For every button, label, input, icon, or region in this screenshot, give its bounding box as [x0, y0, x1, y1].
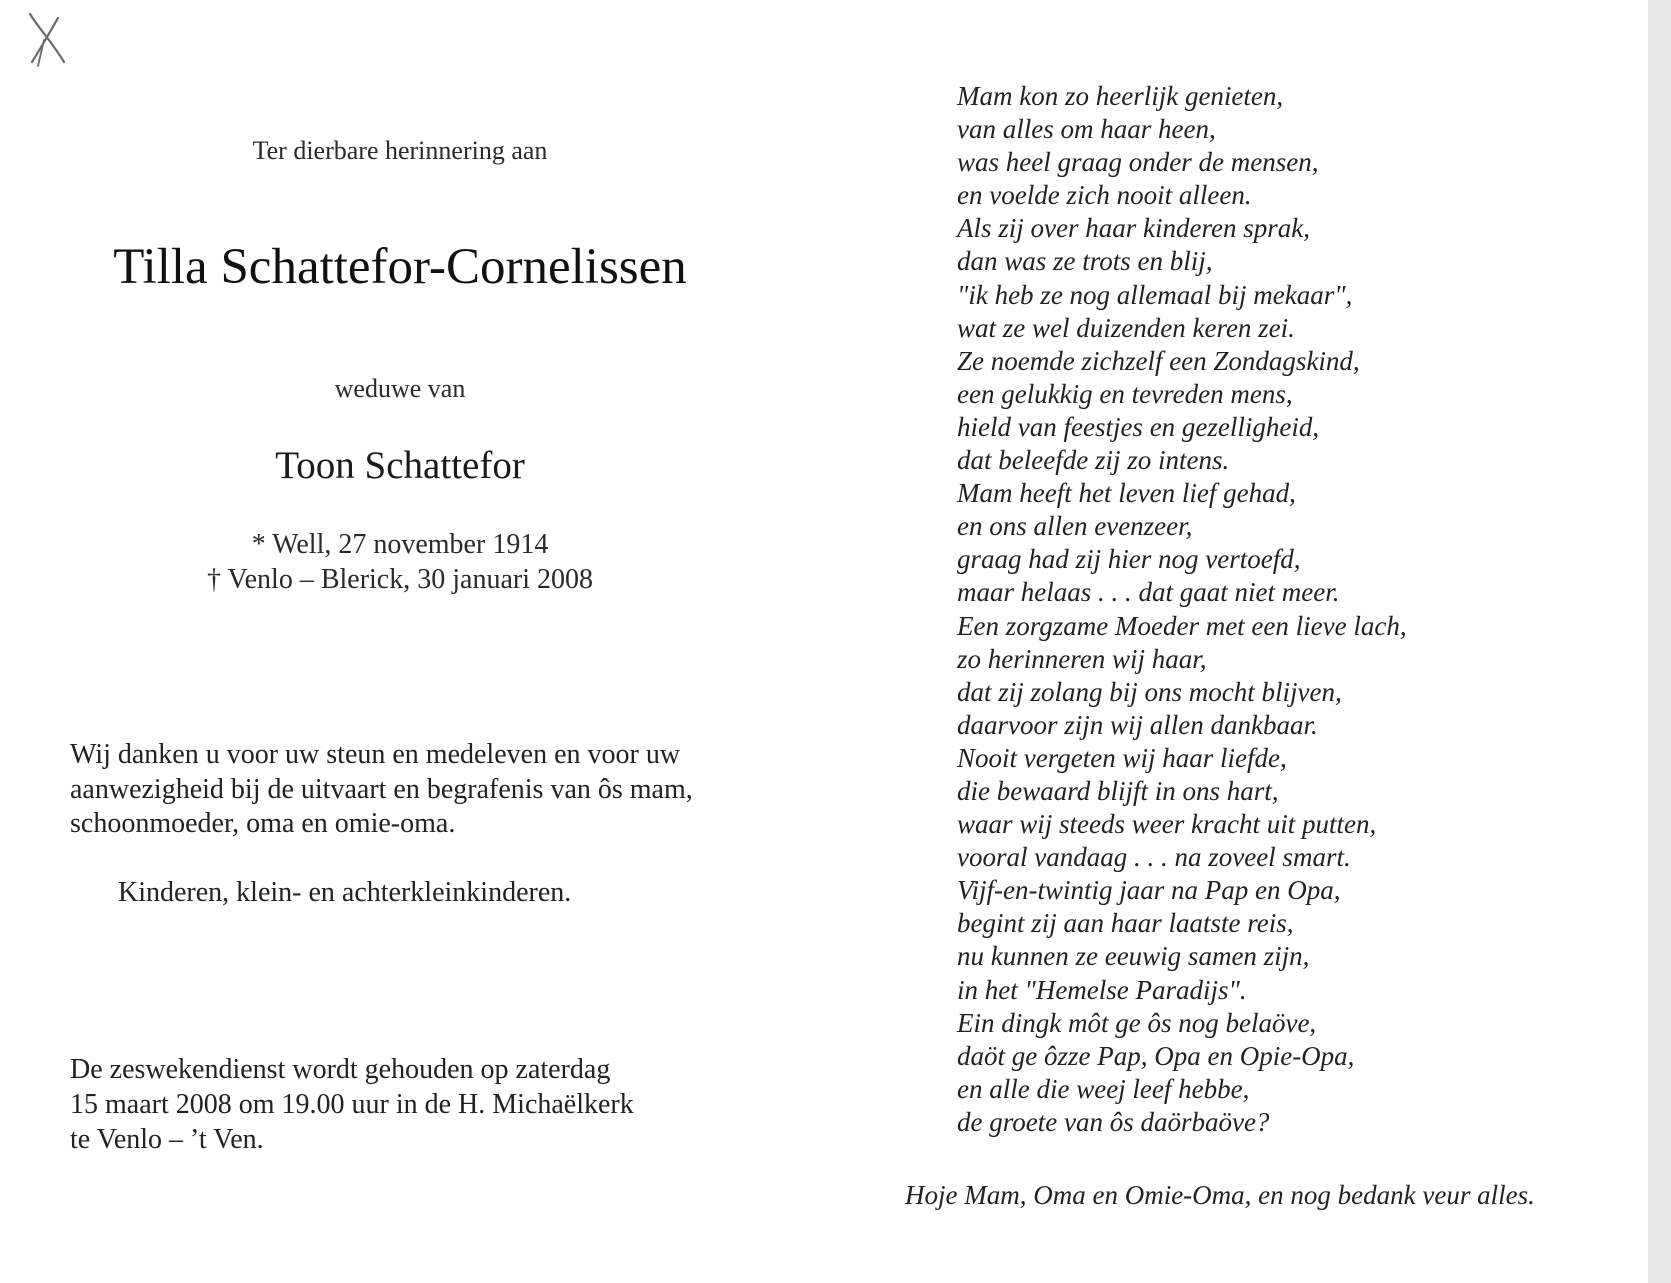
poem-line: "ik heb ze nog allemaal bij mekaar",	[957, 279, 1353, 310]
poem-line: een gelukkig en tevreden mens,	[957, 378, 1293, 409]
thanks-paragraph	[70, 738, 693, 842]
poem-line: en ons allen evenzeer,	[957, 511, 1193, 542]
poem-line: die bewaard blijft in ons hart,	[957, 775, 1279, 806]
poem-line: dat beleefde zij zo intens.	[957, 445, 1230, 476]
poem-line: zo herinneren wij haar,	[957, 643, 1207, 674]
poem-line: Ein dingk môt ge ôs nog belaöve,	[957, 1007, 1317, 1038]
poem-line: nu kunnen ze eeuwig samen zijn,	[957, 941, 1310, 972]
birth-line: * Well, 27 november 1914	[251, 529, 549, 560]
poem-line: dan was ze trots en blij,	[957, 246, 1213, 277]
poem-line: was heel graag onder de mensen,	[957, 147, 1319, 178]
farewell-line: Hoje Mam, Oma en Omie-Oma, en nog bedank veur alles.	[905, 1180, 1535, 1210]
poem-line: Nooit vergeten wij haar liefde,	[957, 742, 1287, 773]
spouse-name: Toon Schattefor	[275, 444, 525, 487]
handwritten-x-mark	[24, 10, 68, 68]
poem-line: graag had zij hier nog vertoefd,	[957, 544, 1301, 575]
intro-text: Ter dierbare herinnering aan	[252, 136, 548, 165]
poem-line: daöt ge ôzze Pap, Opa en Opie-Opa,	[957, 1040, 1355, 1071]
poem-line: Vijf-en-twintig jaar na Pap en Opa,	[957, 875, 1341, 906]
poem-line: van alles om haar heen,	[957, 114, 1216, 145]
poem-line: vooral vandaag . . . na zoveel smart.	[957, 842, 1351, 873]
poem-line: in het "Hemelse Paradijs".	[957, 974, 1247, 1005]
service-line: te Venlo – ’t Ven.	[70, 1124, 264, 1155]
thanks-line: aanwezigheid bij de uitvaart en begrafenis van ôs mam,	[70, 773, 693, 805]
poem-line: en voelde zich nooit alleen.	[957, 180, 1252, 211]
poem-line: daarvoor zijn wij allen dankbaar.	[957, 709, 1318, 740]
poem-line: Ze noemde zichzelf een Zondagskind,	[957, 345, 1360, 376]
service-announcement	[70, 1052, 634, 1157]
poem-line: waar wij steeds weer kracht uit putten,	[957, 809, 1377, 840]
poem-line: hield van feestjes en gezelligheid,	[957, 411, 1320, 442]
poem-line: de groete van ôs daörbaöve?	[957, 1106, 1270, 1137]
poem-line: begint zij aan haar laatste reis,	[957, 908, 1294, 939]
poem-line: wat ze wel duizenden keren zei.	[957, 312, 1295, 343]
poem-line: Als zij over haar kinderen sprak,	[957, 213, 1310, 244]
thanks-line: Wij danken u voor uw steun en medeleven en voor uw	[70, 739, 681, 770]
deceased-name: Tilla Schattefor-Cornelissen	[113, 239, 687, 295]
poem-line: Mam kon zo heerlijk genieten,	[957, 81, 1284, 111]
family-signature: Kinderen, klein- en achterkleinkinderen.	[118, 877, 572, 908]
memorial-poem	[957, 80, 1407, 1139]
poem-line: en alle die weej leef hebbe,	[957, 1073, 1250, 1104]
death-line: † Venlo – Blerick, 30 januari 2008	[207, 564, 593, 595]
widow-label: weduwe van	[334, 374, 466, 403]
service-line: 15 maart 2008 om 19.00 uur in de H. Michaëlkerk	[70, 1089, 634, 1120]
poem-line: Een zorgzame Moeder met een lieve lach,	[957, 610, 1407, 641]
poem-line: dat zij zolang bij ons mocht blijven,	[957, 676, 1342, 707]
thanks-line: schoonmoeder, oma en omie-oma.	[70, 808, 456, 839]
poem-line: maar helaas . . . dat gaat niet meer.	[957, 577, 1340, 608]
poem-line: Mam heeft het leven lief gehad,	[957, 478, 1296, 509]
service-line: De zeswekendienst wordt gehouden op zaterdag	[70, 1054, 611, 1085]
